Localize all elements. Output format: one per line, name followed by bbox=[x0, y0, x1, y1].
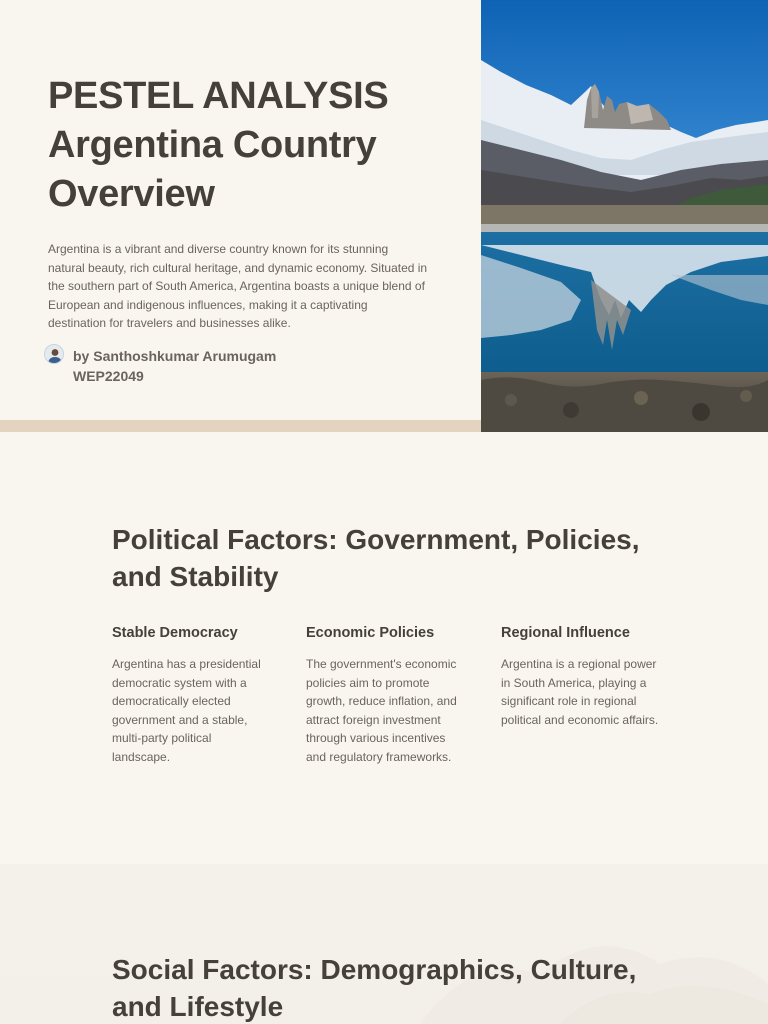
card-heading: Regional Influence bbox=[501, 625, 630, 641]
card-heading: Stable Democracy bbox=[112, 625, 238, 641]
accent-bar bbox=[0, 420, 481, 432]
hero-text-panel bbox=[0, 0, 481, 420]
card-regional-influence bbox=[501, 624, 661, 729]
title-line-3: Overview bbox=[48, 173, 215, 215]
social-factors-heading: Social Factors: Demographics, Culture, and Lifestyle bbox=[112, 954, 637, 1022]
page-title bbox=[48, 72, 468, 219]
hero-section bbox=[0, 0, 768, 432]
card-text: Argentina is a regional power in South America, playing a significant role in regional political and economic affairs. bbox=[501, 657, 659, 727]
author-name: by Santhoshkumar Arumugam bbox=[73, 348, 277, 364]
author-id: WEP22049 bbox=[73, 368, 144, 384]
title-line-1: PESTEL ANALYSIS bbox=[48, 75, 389, 117]
political-factors-heading: Political Factors: Government, Policies, and Stability bbox=[112, 524, 640, 592]
card-text: The government's economic policies aim to promote growth, reduce inflation, and attract foreign investment through various incentives and regulatory frameworks. bbox=[306, 657, 457, 764]
card-economic-policies bbox=[306, 624, 466, 767]
political-factors-cards bbox=[112, 624, 672, 784]
title-line-2: Argentina Country bbox=[48, 124, 377, 166]
author-avatar-icon bbox=[44, 344, 64, 364]
patagonia-landscape-image bbox=[481, 0, 768, 432]
card-heading: Economic Policies bbox=[306, 625, 435, 641]
card-text: Argentina has a presidential democratic system with a democratically elected government and a stable, multi-party political landscape. bbox=[112, 657, 261, 764]
card-stable-democracy bbox=[112, 624, 272, 767]
intro-paragraph: Argentina is a vibrant and diverse country known for its stunning natural beauty, rich cultural heritage, and dynamic economy. Situated in the southern part of South America, Argentina boasts a unique blend of European and indigenous influences, making it a captivating destination for travelers and businesses alike. bbox=[48, 242, 428, 331]
